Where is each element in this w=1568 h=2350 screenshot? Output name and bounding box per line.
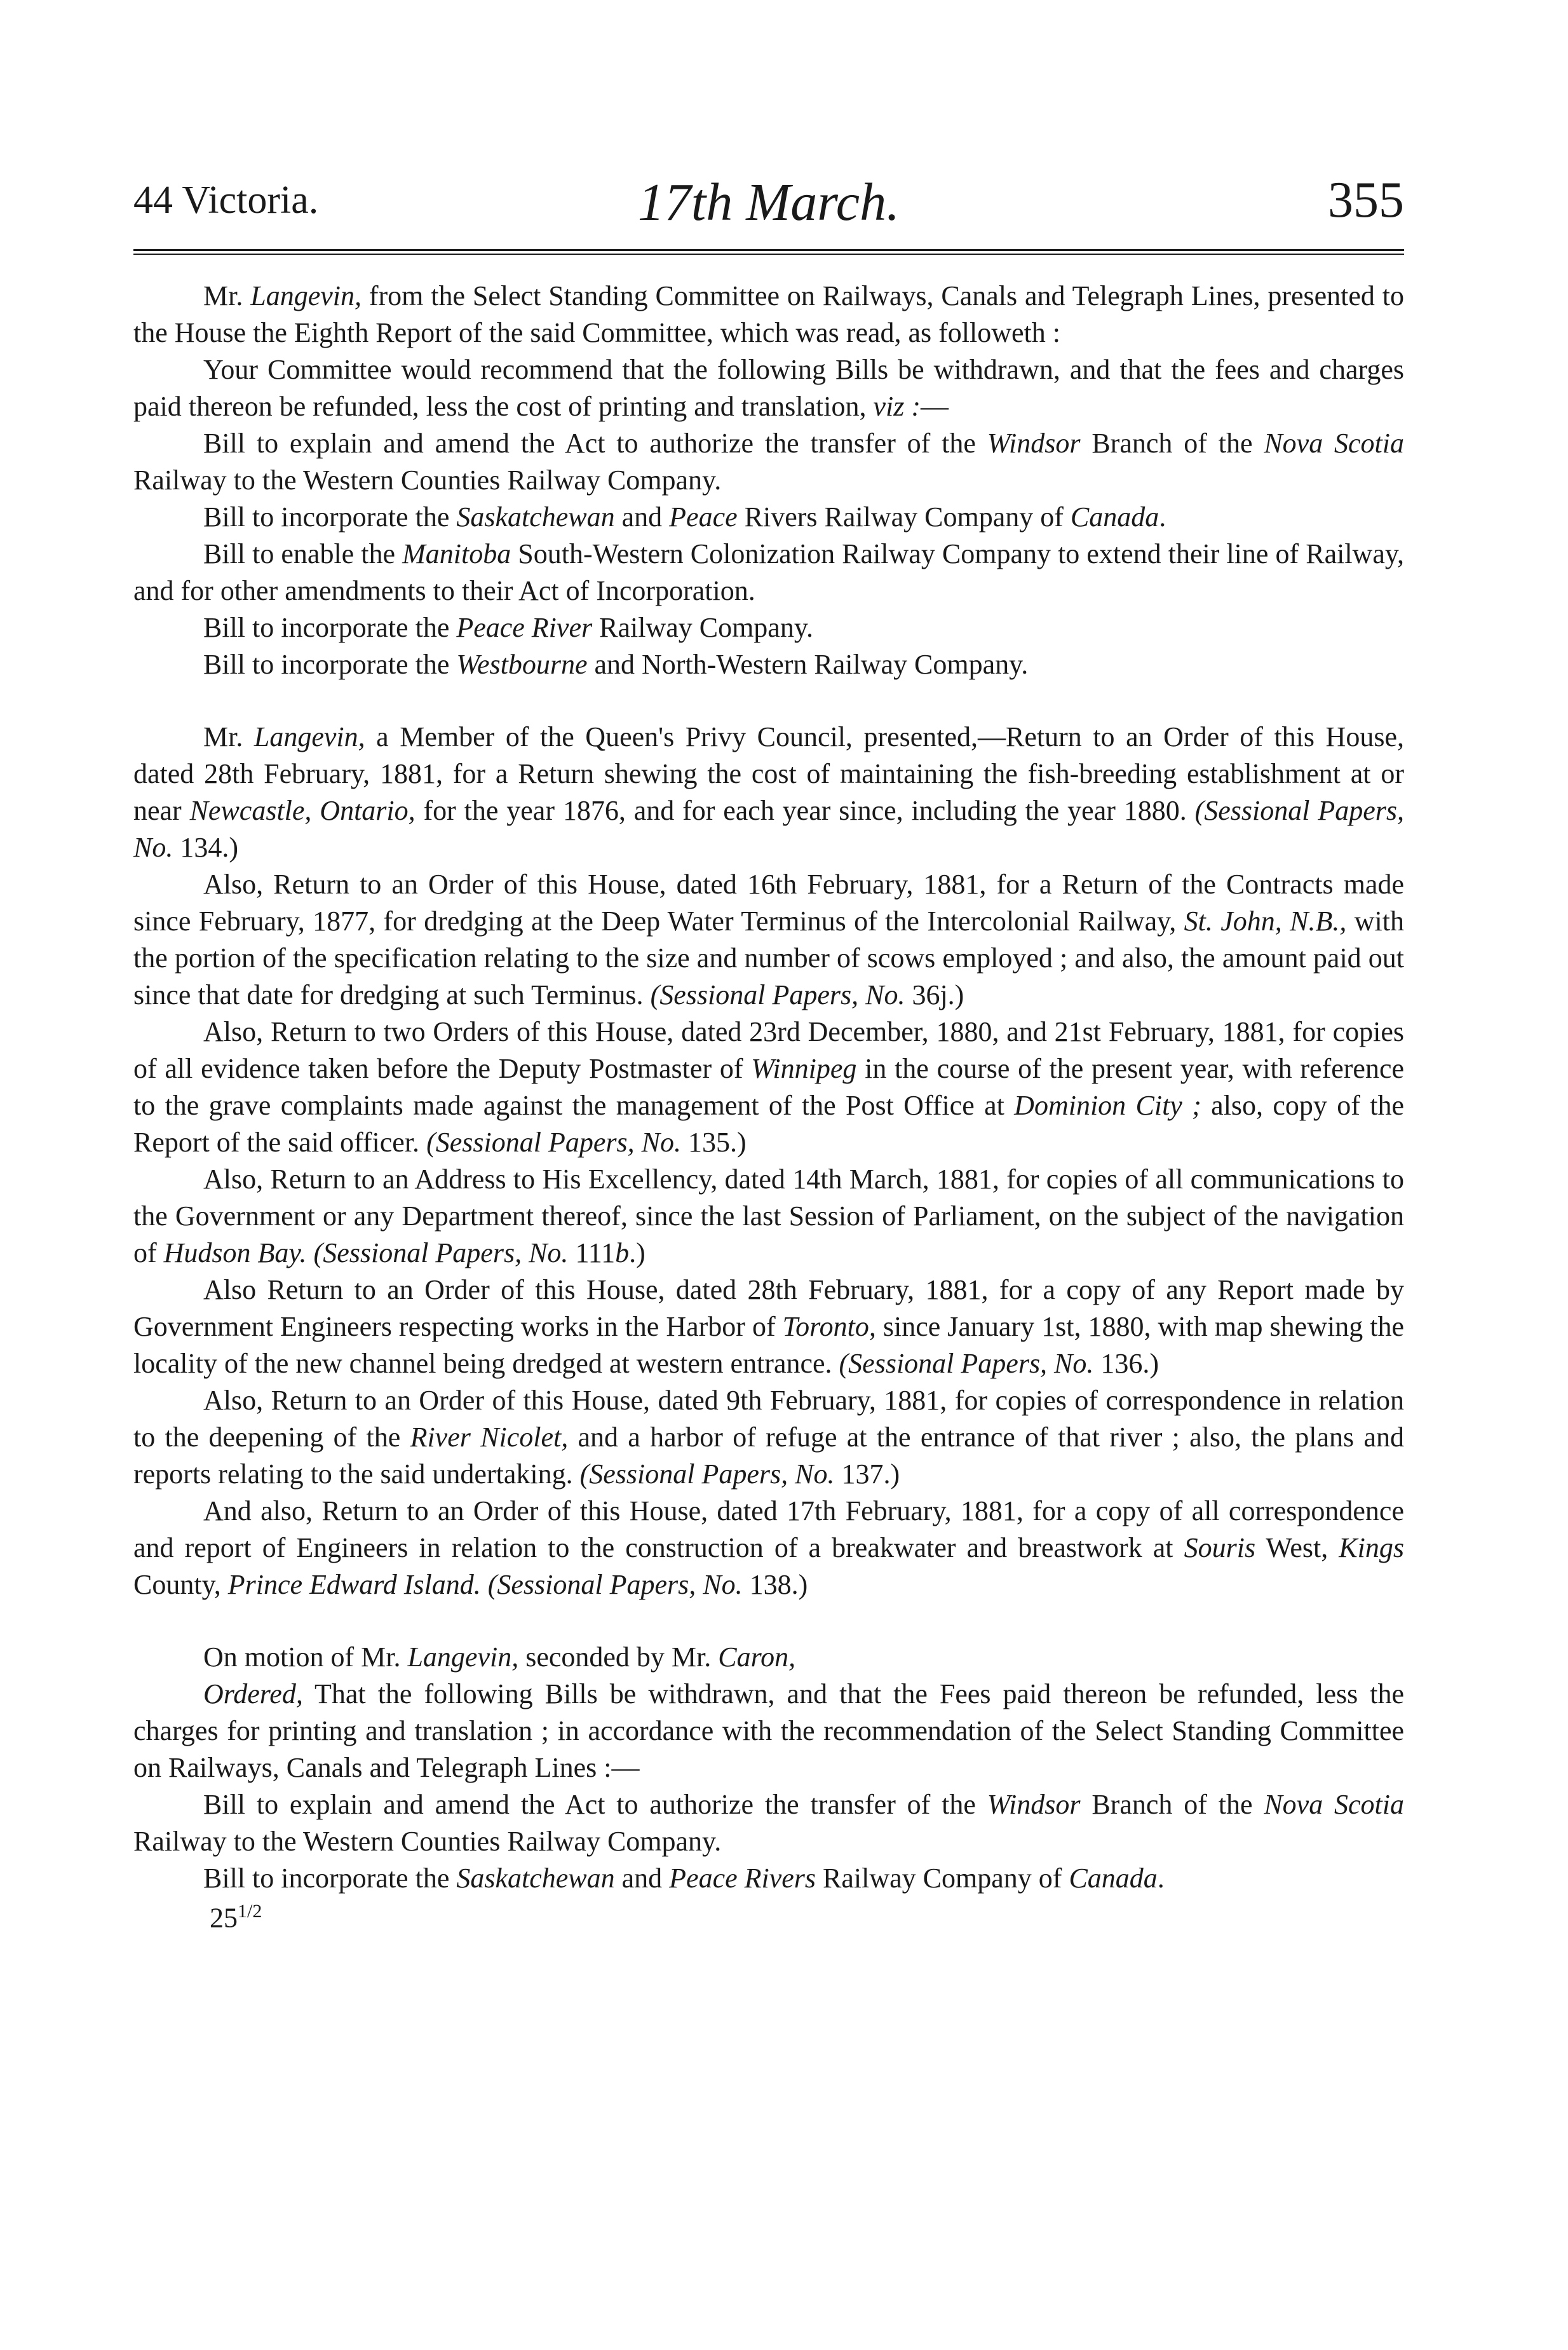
italic-text: Ordered, [203, 1678, 303, 1709]
text-run: 136.) [1093, 1348, 1159, 1379]
text-run: also, copy of the Report of the said officer. [133, 1090, 1404, 1158]
text-run [481, 1569, 488, 1600]
text-run: Also, Return to an Address to His Excellency, dated 14th March, 1881, for copies of all communications to the Government or any Department thereof, since the last Session of Parliament, on the subject of the navigation of [133, 1164, 1404, 1268]
text-run: County, [133, 1569, 228, 1600]
italic-text: Hudson Bay. [163, 1237, 307, 1268]
page-number: 355 [1328, 172, 1404, 228]
italic-text: Toronto, [782, 1311, 876, 1342]
italic-text: River Nicolet, [410, 1422, 569, 1453]
header-rule [133, 249, 1404, 255]
text-run: 137.) [834, 1458, 900, 1490]
italic-text: Prince Edward Island. [227, 1569, 481, 1600]
italic-text: (Sessional Papers, No. [133, 795, 1405, 863]
text-run: and [614, 501, 670, 533]
text-run: Railway to the Western Counties Railway Company. [133, 465, 722, 496]
text-run [307, 1237, 314, 1268]
italic-text: Canada [1069, 1863, 1158, 1894]
paragraph [133, 646, 1404, 683]
italic-text: Souris [1184, 1532, 1256, 1563]
italic-text: Winnipeg [751, 1053, 857, 1084]
text-run: West, [1255, 1532, 1339, 1563]
text-run: 134.) [173, 832, 239, 863]
italic-text: (Sessional Papers, No. [839, 1348, 1094, 1379]
text-run: 135.) [680, 1127, 747, 1158]
text-run: That the following Bills be withdrawn, and that the Fees paid thereon be refunded, less the charges for printing and translation ; in accordance with the recommendation of the Select Standing Committee on Railways, Canals and Telegraph Lines :— [133, 1678, 1404, 1783]
text-run: 138.) [742, 1569, 808, 1600]
italic-text: Caron, [718, 1641, 796, 1673]
paragraph [133, 351, 1404, 425]
paragraph [133, 536, 1404, 609]
text-run: Bill to enable the [203, 538, 403, 569]
paragraph [133, 1786, 1404, 1860]
text-run: Your Committee would recommend that the following Bills be withdrawn, and that the fees and charges paid thereon be refunded, less the cost of printing and translation, [133, 354, 1404, 422]
text-run: South-Western Colonization Railway Company to extend their line of Railway, and for other amendments to their Act of Incorporation. [133, 538, 1404, 606]
italic-text: Kings [1339, 1532, 1404, 1563]
italic-text: Newcastle, Ontario, [189, 795, 416, 826]
text-run: Rivers Railway Company of [737, 501, 1071, 533]
text-run: . [1157, 1863, 1165, 1894]
italic-text: (Sessional Papers, No. [650, 979, 905, 1010]
text-run: Railway to the Western Counties Railway Company. [133, 1826, 722, 1857]
text-run: in the course of the present year, with reference to the grave complaints made against the management of the Post Office at [133, 1053, 1404, 1121]
text-run: Bill to explain and amend the Act to authorize the transfer of the [203, 428, 987, 459]
text-run: Branch of the [1080, 1789, 1264, 1820]
text-run: Mr. [203, 721, 254, 752]
paragraph [133, 278, 1404, 351]
italic-text: Dominion City ; [1014, 1090, 1201, 1121]
paragraph [133, 1161, 1404, 1272]
paragraph [133, 1014, 1404, 1161]
italic-text: St. John, N.B., [1184, 906, 1347, 937]
italic-text: Langevin, [253, 721, 365, 752]
text-run: Mr. [203, 280, 251, 311]
paragraph [133, 1860, 1404, 1897]
italic-text: (Sessional Papers, No. [487, 1569, 743, 1600]
italic-text: Saskatchewan [456, 1863, 615, 1894]
paragraph [133, 609, 1404, 646]
italic-text: (Sessional Papers, No. [426, 1127, 681, 1158]
paragraph [133, 1272, 1404, 1382]
italic-text: Saskatchewan [456, 501, 615, 533]
text-run: Bill to incorporate the [203, 649, 457, 680]
text-run: from the Select Standing Committee on Railways, Canals and Telegraph Lines, presented to the House the Eighth Report of the said Committee, which was read, as followeth : [133, 280, 1404, 348]
italic-text: Canada [1070, 501, 1159, 533]
text-run: — [920, 391, 949, 422]
text-run: for the year 1876, and for each year since, including the year 1880. [415, 795, 1195, 826]
italic-text: Westbourne [456, 649, 588, 680]
text-run: . [1159, 501, 1166, 533]
text-run: since January 1st, 1880, with map shewing the locality of the new channel being dredged at western entrance. [133, 1311, 1404, 1379]
session-label: 44 Victoria. [133, 179, 319, 222]
italic-text: Nova Scotia [1264, 428, 1405, 459]
paragraph [133, 1676, 1404, 1786]
page-date: 17th March. [637, 173, 900, 232]
text-run: with the portion of the specification relating to the size and number of scows employed ; and also, the amount paid out since that date for dredging at such Terminus. [133, 906, 1404, 1010]
paragraph [133, 1639, 1404, 1676]
folio-fraction: 1/2 [238, 1901, 262, 1922]
text-run: and North-Western Railway Company. [587, 649, 1029, 680]
text-run: Bill to incorporate the [203, 501, 457, 533]
text-run: Bill to incorporate the [203, 1863, 457, 1894]
paragraph [133, 1382, 1404, 1493]
paragraph [133, 866, 1404, 1014]
italic-text: Langevin, [250, 280, 362, 311]
signature-folio [133, 1901, 1404, 1934]
text-run: Railway Company of [816, 1863, 1069, 1894]
text-run: And also, Return to an Order of this House, dated 17th February, 1881, for a copy of all correspondence and report of Engineers in relation to the construction of a breakwater and breastwork at [133, 1495, 1404, 1563]
text-run: Also, Return to an Order of this House, dated 9th February, 1881, for copies of correspondence in relation to the deepening of the [133, 1385, 1404, 1453]
text-run: Railway Company. [592, 612, 813, 643]
text-run: Bill to explain and amend the Act to authorize the transfer of the [203, 1789, 987, 1820]
paragraph [133, 1493, 1404, 1603]
folio-number: 25 [210, 1902, 238, 1934]
text-run: and [614, 1863, 670, 1894]
document-page [133, 172, 1404, 1934]
journal-body [133, 278, 1404, 1897]
text-run: Also, Return to two Orders of this House, dated 23rd December, 1880, and 21st February, 1881, for copies of all evidence taken before the Deputy Postmaster of [133, 1016, 1404, 1084]
page-header [133, 172, 1404, 241]
italic-text: Langevin, [407, 1641, 519, 1673]
italic-text: b [615, 1237, 630, 1268]
italic-text: Peace River [456, 612, 593, 643]
text-run: seconded by Mr. [518, 1641, 719, 1673]
text-run: Branch of the [1080, 428, 1264, 459]
italic-text: (Sessional Papers, No. [579, 1458, 835, 1490]
italic-text: Nova Scotia [1264, 1789, 1405, 1820]
italic-text: Peace [669, 501, 738, 533]
text-run: On motion of Mr. [203, 1641, 408, 1673]
paragraph [133, 499, 1404, 536]
text-run: Also, Return to an Order of this House, dated 16th February, 1881, for a Return of the Contracts made since February, 1877, for dredging at the Deep Water Terminus of the Intercolonial Railway, [133, 869, 1404, 937]
text-run: and a harbor of refuge at the entrance of that river ; also, the plans and reports relating to the said undertaking. [133, 1422, 1404, 1490]
text-run: a Member of the Queen's Privy Council, presented,—Return to an Order of this House, dated 28th February, 1881, for a Return shewing the cost of maintaining the fish-breeding establishment at or near [133, 721, 1404, 826]
paragraph [133, 719, 1404, 866]
italic-text: Manitoba [402, 538, 511, 569]
italic-text: viz : [873, 391, 921, 422]
italic-text: Peace Rivers [669, 1863, 816, 1894]
text-run: Bill to incorporate the [203, 612, 457, 643]
paragraph [133, 425, 1404, 499]
italic-text: Windsor [987, 1789, 1081, 1820]
italic-text: Windsor [987, 428, 1081, 459]
text-run: .) [629, 1237, 645, 1268]
text-run: 111 [568, 1237, 616, 1268]
italic-text: (Sessional Papers, No. [313, 1237, 569, 1268]
text-run: 36j.) [905, 979, 964, 1010]
text-run: Also Return to an Order of this House, dated 28th February, 1881, for a copy of any Report made by Government Engineers respecting works in the Harbor of [133, 1274, 1404, 1342]
